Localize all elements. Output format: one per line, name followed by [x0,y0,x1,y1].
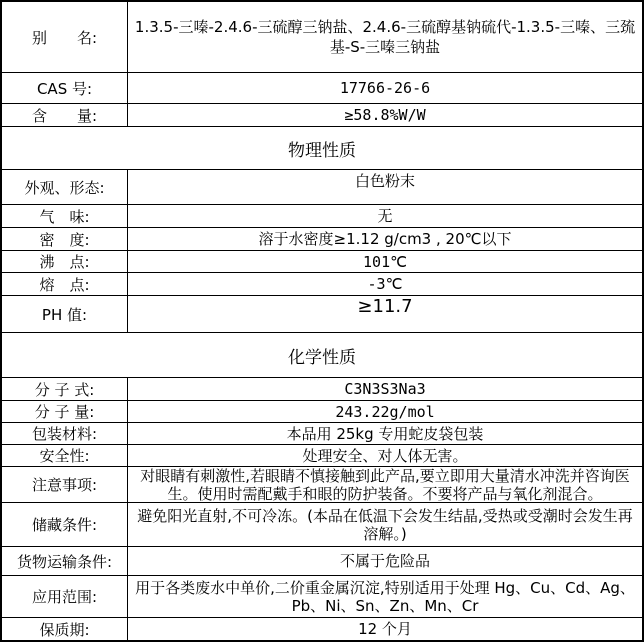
odor-label: 气 味: [2,205,128,227]
row-content [2,104,642,127]
shelf-life-value: 12 个月 [358,620,412,638]
shelf-life-label: 保质期: [2,618,128,640]
density-value: 溶于水密度≥1.12 g/cm3 , 20℃以下 [258,230,512,248]
row-boiling-point [2,251,642,273]
storage-conditions-label: 储藏条件: [2,503,128,546]
melting-point-label: 熔 点: [2,273,128,295]
packaging-label: 包装材料: [2,423,128,444]
content-value: ≥58.8%W/W [344,106,426,124]
packaging-value: 本品用 25kg 专用蛇皮袋包装 [286,424,484,443]
row-application-scope [2,576,642,618]
precautions-value: 对眼睛有刺激性,若眼睛不慎接触到此产品,要立即用大量清水冲洗并咨询医生。使用时需配戴手和眼的防护装备。不要将产品与氧化剂混合。 [140,467,630,502]
row-molecular-formula [2,378,642,401]
melting-point-value: -3℃ [367,275,403,293]
row-odor [2,205,642,228]
row-molecular-weight [2,401,642,423]
row-precautions [2,467,642,503]
section-title: 物理性质 [288,140,356,161]
appearance-label: 外观、形态: [2,170,128,204]
section-chemical-properties [2,333,642,378]
density-label: 密 度: [2,228,128,250]
section-title: 化学性质 [288,347,356,368]
row-transport-conditions [2,547,642,576]
row-alias [2,2,642,73]
row-packaging [2,423,642,445]
molecular-formula-label: 分 子 式: [2,378,128,400]
application-scope-value: 用于各类废水中单价,二价重金属沉淀,特别适用于处理 Hg、Cu、Cd、Ag、Pb、Ni、Sn、Zn、Mn、Cr [135,578,635,615]
transport-conditions-value: 不属于危险品 [339,552,430,570]
alias-label: 别 名: [2,2,128,72]
row-safety [2,445,642,467]
transport-conditions-label: 货物运输条件: [2,547,128,575]
ph-value: ≥11.7 [357,296,413,317]
row-melting-point [2,273,642,296]
row-shelf-life [2,618,642,640]
row-storage-conditions [2,503,642,547]
row-density [2,228,642,251]
odor-value: 无 [377,207,393,225]
section-physical-properties [2,127,642,170]
precautions-label: 注意事项: [2,467,128,502]
application-scope-label: 应用范围: [2,576,128,617]
cas-value: 17766-26-6 [339,79,431,97]
ph-label: PH 值: [2,296,128,332]
boiling-point-value: 101℃ [363,252,407,271]
safety-value: 处理安全、对人体无害。 [302,446,468,465]
row-appearance [2,170,642,205]
cas-label: CAS 号: [2,73,128,103]
boiling-point-label: 沸 点: [2,251,128,272]
row-cas-number [2,73,642,104]
molecular-weight-value: 243.22g/mol [335,402,435,421]
storage-conditions-value: 避免阳光直射,不可冷冻。(本品在低温下会发生结晶,受热或受潮时会发生再溶解。) [137,506,633,543]
molecular-formula-value: C3N3S3Na3 [344,380,426,398]
content-label: 含 量: [2,104,128,126]
appearance-value: 白色粉末 [354,172,415,190]
row-ph-value [2,296,642,333]
safety-label: 安全性: [2,445,128,466]
alias-value: 1.3.5-三嗪-2.4.6-三硫醇三钠盐、2.4.6-三硫醇基钠硫代-1.3.5-三嗪、三巯基-S-三嗪三钠盐 [134,18,636,56]
molecular-weight-label: 分 子 量: [2,401,128,422]
